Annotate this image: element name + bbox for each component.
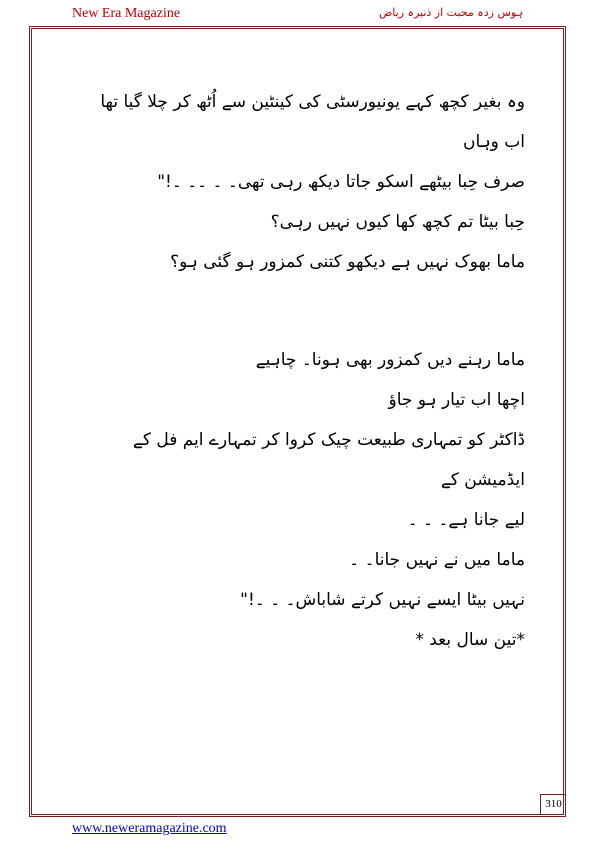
paragraph: ماما میں نے نہیں جانا۔ ۔ (349, 550, 525, 570)
blank-line (85, 282, 525, 340)
paragraph: ماما بھوک نہیں ہے دیکھو کتنی کمزور ہو گئی ہو؟ (170, 252, 525, 272)
paragraph: اچھا اب تیار ہو جاؤ (388, 390, 525, 410)
paragraph: وہ بغیر کچھ کہے یونیورسٹی کی کینٹین سے اُٹھ کر چلا گیا تھا اب وہاں (100, 92, 525, 152)
website-link[interactable]: www.neweramagazine.com (72, 821, 227, 836)
paragraph: ماما رہنے دیں کمزور بھی ہونا۔ چاہیے (255, 350, 525, 370)
paragraph: صرف حِبا بیٹھے اسکو جاتا دیکھ رہی تھی۔ ۔ ۔۔ ۔!" (157, 172, 525, 192)
page-number: 310 (540, 794, 566, 814)
magazine-name: New Era Magazine (72, 6, 181, 21)
novel-title: ہوس زدہ محبت از ذنیرہ ریاض (379, 6, 523, 19)
paragraph: حِبا بیٹا تم کچھ کھا کیوں نہیں رہی؟ (270, 212, 525, 232)
paragraph: لیے جانا ہے۔ ۔ ۔ (407, 510, 525, 530)
paragraph: نہیں بیٹا ایسے نہیں کرتے شاباش۔ ۔ ۔!" (240, 590, 525, 610)
story-text (85, 82, 525, 660)
paragraph: *تین سال بعد * (415, 630, 525, 650)
paragraph: ڈاکٹر کو تمہاری طبیعت چیک کروا کر تمہارے ایم فل کے ایڈمیشن کے (132, 430, 525, 490)
